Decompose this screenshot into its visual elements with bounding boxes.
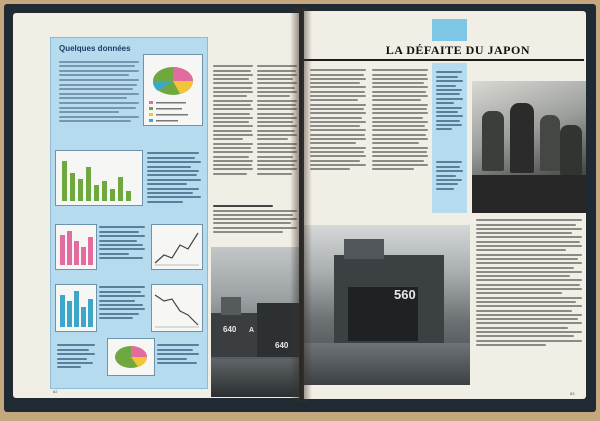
caption-sidebar — [432, 63, 467, 213]
ship-number-2: A — [249, 327, 255, 334]
book-gutter — [290, 8, 312, 402]
sidebar-title: Quelques données — [59, 44, 131, 53]
line-chart-2 — [152, 285, 202, 331]
ship-number-1: 640 — [223, 325, 237, 334]
left-page-number: 82 — [53, 389, 58, 394]
bar-chart-pink-caption — [99, 224, 147, 262]
bar-chart-pink — [55, 224, 97, 270]
left-text-column-1 — [213, 63, 253, 177]
page-title: LA DÉFAITE DU JAPON — [385, 43, 530, 57]
pie-chart-box — [143, 54, 203, 126]
soldiers-photo — [472, 81, 586, 213]
bar-chart-green-caption — [147, 150, 201, 205]
line-chart-box-2 — [151, 284, 203, 332]
pie-chart — [144, 55, 202, 125]
bar-chart-cyan-caption — [99, 284, 147, 322]
right-text-column-2 — [372, 67, 428, 172]
small-pie-chart — [108, 339, 154, 375]
bar-chart-green — [55, 150, 143, 206]
bottom-caption — [57, 342, 97, 371]
title-rule — [304, 59, 584, 61]
right-page — [304, 11, 586, 399]
right-text-column-3 — [476, 217, 582, 348]
bar-chart-cyan — [55, 284, 97, 332]
left-text-lower — [213, 203, 297, 235]
ship-number-3: 640 — [275, 341, 289, 350]
statistics-sidebar — [50, 37, 208, 389]
right-text-column-1 — [310, 67, 366, 172]
right-page-number: 83 — [570, 391, 575, 396]
landing-ships-photo-left — [211, 247, 299, 397]
bottom-caption-right — [157, 342, 201, 366]
line-chart — [152, 225, 202, 269]
small-pie-box — [107, 338, 155, 376]
title-color-tab — [432, 19, 467, 41]
ship-number-560: 560 — [394, 287, 416, 302]
left-page — [13, 13, 299, 398]
title-bar — [306, 39, 542, 59]
landing-ship-photo-main — [304, 225, 470, 385]
sidebar-intro-text — [59, 58, 139, 125]
line-chart-box — [151, 224, 203, 270]
